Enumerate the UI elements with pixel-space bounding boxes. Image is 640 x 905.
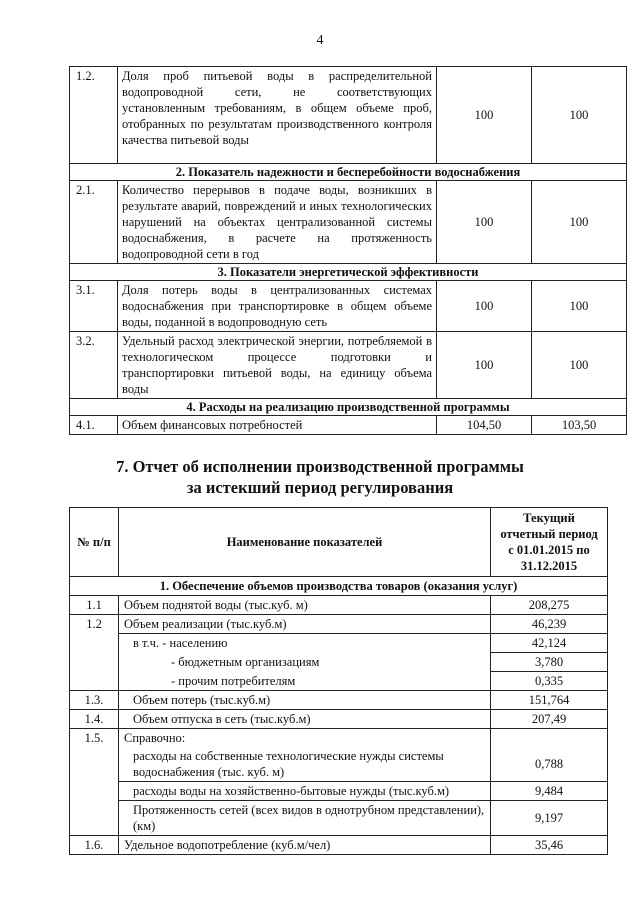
row-value-1: 100 xyxy=(437,67,532,164)
table-row xyxy=(70,615,608,634)
table-row xyxy=(70,653,608,672)
row-name: - прочим потребителям xyxy=(119,672,491,691)
row-value: 0,788 xyxy=(491,747,608,782)
table-row xyxy=(70,729,608,748)
row-number: 1.2. xyxy=(70,67,118,164)
row-value: 46,239 xyxy=(491,615,608,634)
table-row xyxy=(70,181,627,264)
row-number: 1.2 xyxy=(70,615,119,691)
header-num: № п/п xyxy=(70,508,119,577)
row-name: Доля потерь воды в централизованных системах водоснабжения при транспортировке в общем объеме воды, поданной в водопроводную сеть xyxy=(118,281,437,332)
table-row xyxy=(70,836,608,855)
row-name: Доля проб питьевой воды в распределительной водопроводной сети, не соответствующих установленным требованиям, в общем объеме проб, отобранных по результатам производственного контроля качества питьевой воды xyxy=(118,67,437,164)
table-row xyxy=(70,634,608,653)
row-name: Количество перерывов в подаче воды, возникших в результате аварий, повреждений и иных технологических нарушений на объектах централизованной системы водоснабжения, в расчете на протяженность водопроводной сети в год xyxy=(118,181,437,264)
table-row xyxy=(70,691,608,710)
header-row xyxy=(70,508,608,577)
row-value: 208,275 xyxy=(491,596,608,615)
header-value: Текущий отчетный период с 01.01.2015 по 31.12.2015 xyxy=(491,508,608,577)
report-table xyxy=(69,507,608,855)
row-value: 9,197 xyxy=(491,801,608,836)
row-number: 3.2. xyxy=(70,332,118,399)
row-name: Объем потерь (тыс.куб.м) xyxy=(119,691,491,710)
row-name: Справочно: xyxy=(119,729,491,748)
row-value: 42,124 xyxy=(491,634,608,653)
row-number: 1.4. xyxy=(70,710,119,729)
row-number: 1.6. xyxy=(70,836,119,855)
row-number: 4.1. xyxy=(70,416,118,435)
row-number: 1.3. xyxy=(70,691,119,710)
row-name: Удельный расход электрической энергии, потребляемой в технологическом процессе подготовки и транспортировки питьевой воды, на единицу объема воды xyxy=(118,332,437,399)
row-name: расходы на собственные технологические нужды системы водоснабжения (тыс. куб. м) xyxy=(119,747,491,782)
row-value: 0,335 xyxy=(491,672,608,691)
row-name: Протяженность сетей (всех видов в однотрубном представлении), (км) xyxy=(119,801,491,836)
table-row xyxy=(70,672,608,691)
row-value: 35,46 xyxy=(491,836,608,855)
row-value: 3,780 xyxy=(491,653,608,672)
row-number: 1.1 xyxy=(70,596,119,615)
row-name: Удельное водопотребление (куб.м/чел) xyxy=(119,836,491,855)
row-value-2: 100 xyxy=(532,181,627,264)
row-name: Объем поднятой воды (тыс.куб. м) xyxy=(119,596,491,615)
row-name: Объем финансовых потребностей xyxy=(118,416,437,435)
row-value-1: 100 xyxy=(437,181,532,264)
table-row xyxy=(70,332,627,399)
row-value: 151,764 xyxy=(491,691,608,710)
section-row xyxy=(70,399,627,416)
section-heading xyxy=(0,456,640,498)
row-name: расходы воды на хозяйственно-бытовые нужды (тыс.куб.м) xyxy=(119,782,491,801)
section-row xyxy=(70,577,608,596)
row-name: в т.ч. - населению xyxy=(119,634,491,653)
table-row xyxy=(70,67,627,164)
row-name: Объем отпуска в сеть (тыс.куб.м) xyxy=(119,710,491,729)
row-value-2: 103,50 xyxy=(532,416,627,435)
section-title: 3. Показатели энергетической эффективности xyxy=(70,264,627,281)
row-value xyxy=(491,729,608,748)
row-value-1: 100 xyxy=(437,332,532,399)
table-row xyxy=(70,747,608,782)
heading-line-1: 7. Отчет об исполнении производственной программы xyxy=(116,457,524,476)
section-row xyxy=(70,164,627,181)
table-row xyxy=(70,596,608,615)
row-number: 3.1. xyxy=(70,281,118,332)
row-value-1: 104,50 xyxy=(437,416,532,435)
row-number: 2.1. xyxy=(70,181,118,264)
table-row xyxy=(70,416,627,435)
table-row xyxy=(70,710,608,729)
heading-line-2: за истекший период регулирования xyxy=(186,478,454,497)
row-value: 207,49 xyxy=(491,710,608,729)
page-number: 4 xyxy=(316,33,324,48)
row-value: 9,484 xyxy=(491,782,608,801)
row-name: - бюджетным организациям xyxy=(119,653,491,672)
row-value-2: 100 xyxy=(532,332,627,399)
row-number: 1.5. xyxy=(70,729,119,836)
table-row xyxy=(70,801,608,836)
indicators-table xyxy=(69,66,627,435)
row-value-2: 100 xyxy=(532,67,627,164)
section-row xyxy=(70,264,627,281)
row-name: Объем реализации (тыс.куб.м) xyxy=(119,615,491,634)
header-name: Наименование показателей xyxy=(119,508,491,577)
row-value-1: 100 xyxy=(437,281,532,332)
section-title: 4. Расходы на реализацию производственной программы xyxy=(70,399,627,416)
section-title: 2. Показатель надежности и бесперебойности водоснабжения xyxy=(70,164,627,181)
table-row xyxy=(70,782,608,801)
table-row xyxy=(70,281,627,332)
section-title: 1. Обеспечение объемов производства товаров (оказания услуг) xyxy=(70,577,608,596)
row-value-2: 100 xyxy=(532,281,627,332)
